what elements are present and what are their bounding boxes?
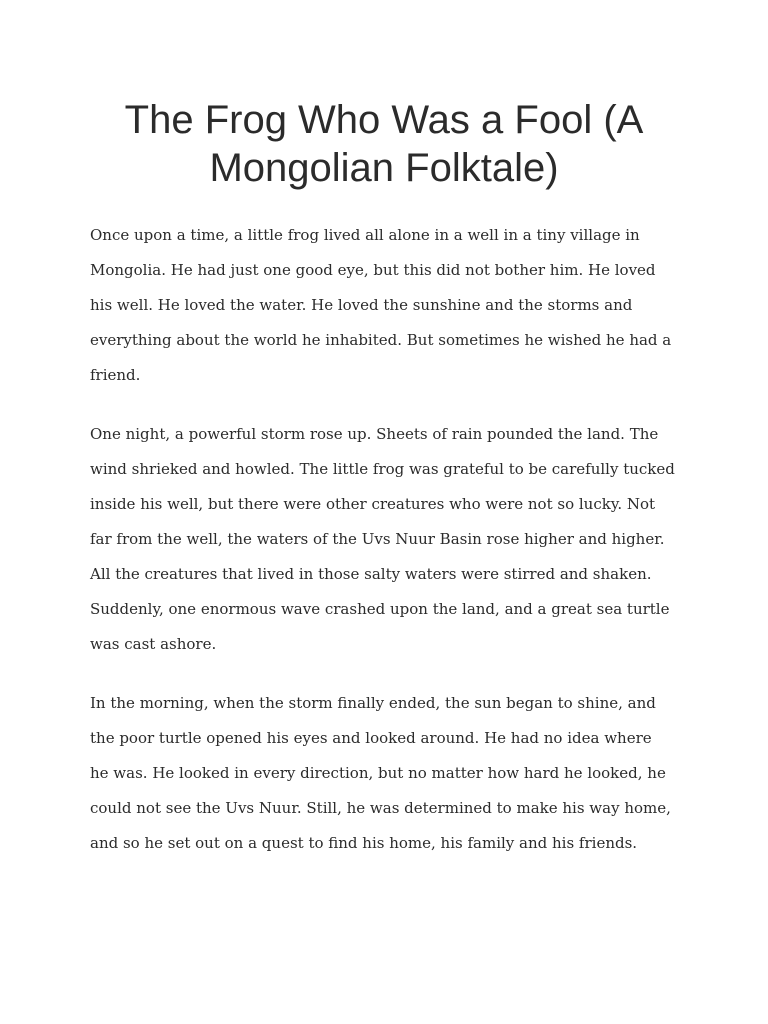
text-line: and so he set out on a quest to find his home, his family and his friends. <box>90 834 638 852</box>
text-line: he was. He looked in every direction, but no matter how hard he looked, he <box>90 764 666 782</box>
text-line: inside his well, but there were other creatures who were not so lucky. Not <box>90 495 656 513</box>
text-line: wind shrieked and howled. The little frog was grateful to be carefully tucked <box>90 460 675 478</box>
text-line: far from the well, the waters of the Uvs Nuur Basin rose higher and higher. <box>90 530 665 548</box>
text-line: was cast ashore. <box>90 635 217 653</box>
text-line: Mongolia. He had just one good eye, but this did not bother him. He loved <box>90 261 656 279</box>
text-line: All the creatures that lived in those salty waters were stirred and shaken. <box>90 565 652 583</box>
text-line: Once upon a time, a little frog lived all alone in a well in a tiny village in <box>90 226 640 244</box>
paragraph-1 <box>90 218 690 393</box>
text-line: Suddenly, one enormous wave crashed upon the land, and a great sea turtle <box>90 600 670 618</box>
document-body <box>90 218 690 885</box>
document-title <box>60 96 708 192</box>
paragraph-2 <box>90 417 690 662</box>
title-line: Mongolian Folktale) <box>209 146 559 190</box>
text-line: could not see the Uvs Nuur. Still, he was determined to make his way home, <box>90 799 671 817</box>
text-line: his well. He loved the water. He loved the sunshine and the storms and <box>90 296 633 314</box>
text-line: the poor turtle opened his eyes and looked around. He had no idea where <box>90 729 652 747</box>
text-line: everything about the world he inhabited. But sometimes he wished he had a <box>90 331 672 349</box>
paragraph-3 <box>90 686 690 861</box>
title-line: The Frog Who Was a Fool (A <box>124 98 644 142</box>
text-line: One night, a powerful storm rose up. Sheets of rain pounded the land. The <box>90 425 659 443</box>
text-line: friend. <box>90 366 141 384</box>
text-line: In the morning, when the storm finally ended, the sun began to shine, and <box>90 694 656 712</box>
